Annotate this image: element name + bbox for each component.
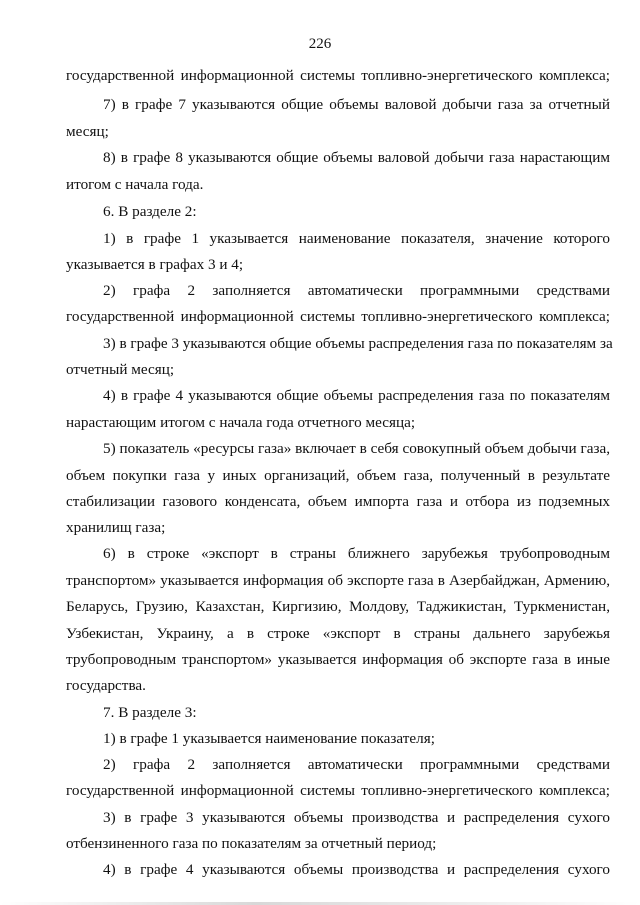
text-line: государственной информационной системы топливно-энергетического комплекса; — [66, 308, 610, 325]
text-line: 6. В разделе 2: — [103, 203, 197, 220]
text-line: 2) графа 2 заполняется автоматически программными средствами — [103, 282, 610, 299]
text-line: нарастающим итогом с начала года отчетного месяца; — [66, 414, 416, 431]
text-line: государственной информационной системы топливно-энергетического комплекса; — [66, 67, 610, 84]
text-line: 1) в графе 1 указывается наименование показателя, значение которого — [103, 230, 610, 247]
text-line: месяц; — [66, 123, 109, 140]
text-line: 3) в графе 3 указываются общие объемы распределения газа по показателям за — [103, 335, 613, 352]
text-line: государственной информационной системы топливно-энергетического комплекса; — [66, 782, 610, 799]
text-line: 2) графа 2 заполняется автоматически программными средствами — [103, 756, 610, 773]
text-line: 5) показатель «ресурсы газа» включает в себя совокупный объем добычи газа, — [103, 440, 610, 457]
text-line: хранилищ газа; — [66, 519, 166, 536]
text-line: 7) в графе 7 указываются общие объемы валовой добычи газа за отчетный — [103, 96, 610, 113]
text-line: 3) в графе 3 указываются объемы производства и распределения сухого — [103, 809, 610, 826]
text-line: 6) в строке «экспорт в страны ближнего зарубежья трубопроводным — [103, 545, 610, 562]
text-line: объем покупки газа у иных организаций, объем газа, полученный в результате — [66, 467, 610, 484]
text-line: 4) в графе 4 указываются общие объемы распределения газа по показателям — [103, 387, 610, 404]
text-line: Беларусь, Грузию, Казахстан, Киргизию, Молдову, Таджикистан, Туркменистан, — [66, 598, 610, 615]
page-number: 226 — [308, 36, 332, 52]
text-line: отбензиненного газа по показателям за отчетный период; — [66, 835, 437, 852]
text-line: итогом с начала года. — [66, 176, 204, 193]
text-line: 4) в графе 4 указываются объемы производства и распределения сухого — [103, 861, 610, 878]
text-line: Узбекистан, Украину, а в строке «экспорт в страны дальнего зарубежья — [66, 625, 610, 642]
text-line: 7. В разделе 3: — [103, 704, 197, 721]
text-line: стабилизации газового конденсата, объем импорта газа и отбора из подземных — [66, 493, 610, 510]
text-line: государства. — [66, 677, 146, 694]
text-line: указывается в графах 3 и 4; — [66, 256, 244, 273]
text-line: 8) в графе 8 указываются общие объемы валовой добычи газа нарастающим — [103, 149, 610, 166]
text-line: трубопроводным транспортом» указывается информация об экспорте газа в иные — [66, 651, 610, 668]
text-line: транспортом» указывается информация об экспорте газа в Азербайджан, Армению, — [66, 572, 610, 589]
text-line: отчетный месяц; — [66, 361, 175, 378]
text-line: 1) в графе 1 указывается наименование показателя; — [103, 730, 435, 747]
